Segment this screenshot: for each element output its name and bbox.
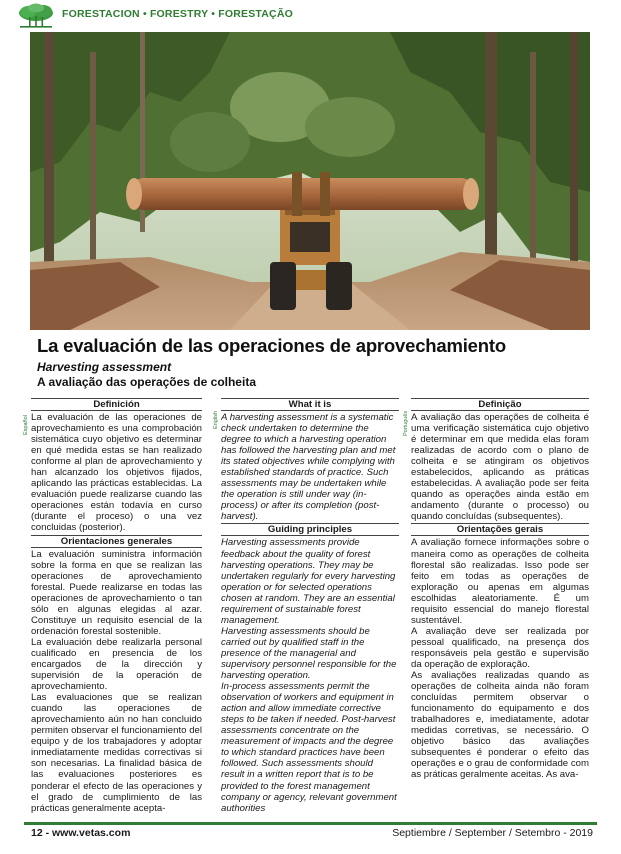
paragraph: Harvesting assessments should be carried out by qualified staff in the presence of the managerial and supervisory personnel responsible for the harvesting operation.	[221, 625, 397, 682]
heading-definicion: Definición	[31, 398, 202, 411]
paragraph: Harvesting assessments provide feedback about the quality of forest harvesting operations. They may be undertaken regularly for every harvesting operation or for selected operations chosen at random. They are an essential requirement of sustainable forest management.	[221, 537, 396, 626]
paragraph: A avaliação das operações de colheita é uma verificação sistemática cujo objetivo é determinar em que medida elas foram realizadas de acordo com o plano de colheita e se atingiram os objetivos estabelecidos, aplicando as práticas estabelecidas. A avaliação pode ser feita quando as operações ainda estão em andamento (durante o processo) ou quando concluídas (subsequentes).	[411, 412, 589, 523]
section-title: FORESTACION • FORESTRY • FORESTAÇÃO	[62, 8, 293, 20]
paragraph: In-process assessments permit the observation of workers and equipment in action and allow immediate corrective steps to be taken if needed. Post-harvest assessments concentrate on the measurement of impacts and the degree to which standard practices have been followed. Such assessments should result in a written report that is to be provided to the forest management company or agency, relevant government authorities	[221, 681, 397, 814]
heading-guiding-principles: Guiding principles	[221, 523, 399, 536]
footer-divider	[24, 822, 597, 825]
article-title: La evaluación de las operaciones de aprovechamiento	[37, 335, 506, 356]
page-header	[0, 0, 621, 30]
paragraph: La evaluación debe realizarla personal cualificado en presencia de los encargados de la dirección y supervisión de la operación de aprovechamiento.	[31, 636, 202, 693]
tree-logo-icon	[16, 3, 56, 29]
paragraph: La evaluación suministra información sobre la forma en que se realizan las operaciones de aprovechamiento forestal. Puede realizarse en todas las operaciones de aprovechamiento o tan sólo en algunas elegidas al azar. Constituye un requisito esencial de la ordenación forestal sostenible.	[31, 548, 202, 637]
paragraph: La evaluación de las operaciones de aprovechamiento es una comprobación sistemática cuyo objetivo es determinar en qué medida estas se han realizado conforme al plan de aprovechamiento y han alcanzado los objetivos fijados, aplicando las prácticas establecidas. La evaluación puede realizarse cuando las operaciones están todavía en curso (durante el proceso) o una vez concluidas (posterior).	[31, 412, 202, 534]
footer-page-website: 12 - www.vetas.com	[31, 827, 131, 839]
footer-issue-date: Septiembre / September / Setembro - 2019	[392, 827, 593, 839]
log-loader-photo	[30, 32, 590, 330]
article-subtitle-english: Harvesting assessment	[37, 360, 172, 374]
lang-tag-portuguese: Português	[403, 410, 409, 436]
column-portuguese	[411, 398, 589, 818]
paragraph: As avaliações realizadas quando as operações de colheita ainda não foram concluídas permitem observar o funcionamento do equipamento e dos trabalhadores e, imediatamente, adotar medidas corretivas, se necessário. O objetivo básico das avaliações subsequentes é ponderar o efeito das operações e o grau de conformidade com as práticas geralmente aceitas. As ava-	[411, 670, 589, 781]
heading-definicao: Definição	[411, 398, 589, 411]
column-spanish	[31, 398, 202, 818]
article-subtitle-portuguese: A avaliação das operações de colheita	[37, 375, 256, 389]
heading-orientaciones: Orientaciones generales	[31, 535, 202, 548]
paragraph: A avaliação deve ser realizada por pessoal qualificado, na presença dos responsáveis pela gestão e supervisão da operação de exploração.	[411, 625, 589, 670]
paragraph: A harvesting assessment is a systematic check undertaken to determine the degree to which a harvesting operation has followed the harvesting plan and met its stated objectives while complying with established standards of practice. Such assessments may be undertaken while the operation is still under way (in-process) or after its completion (post-harvest).	[221, 412, 396, 523]
heading-orientacoes: Orientações gerais	[411, 523, 589, 536]
heading-what-it-is: What it is	[221, 398, 399, 411]
paragraph: A avaliação fornece informações sobre o maneira como as operações de colheita florestal são realizadas. Isso pode ser feito em todas as operações de exploração ou apenas em algumas escolhidas aleatoriamente. É um requisito essencial do manejo florestal sustentável.	[411, 537, 589, 626]
lang-tag-english: English	[213, 410, 219, 429]
lang-tag-spanish: Español	[23, 415, 29, 435]
paragraph: Las evaluaciones que se realizan cuando las operaciones de aprovechamiento aún no han concluido permiten observar el funcionamiento del equipo y de los trabajadores y adoptar inmediatamente medidas correctivas si son necesarias. La finalidad básica de las evaluaciones posteriores es ponderar el efecto de las operaciones y el grado de cumplimiento de las prácticas generalmente acepta-	[31, 692, 202, 814]
column-english	[221, 398, 399, 818]
